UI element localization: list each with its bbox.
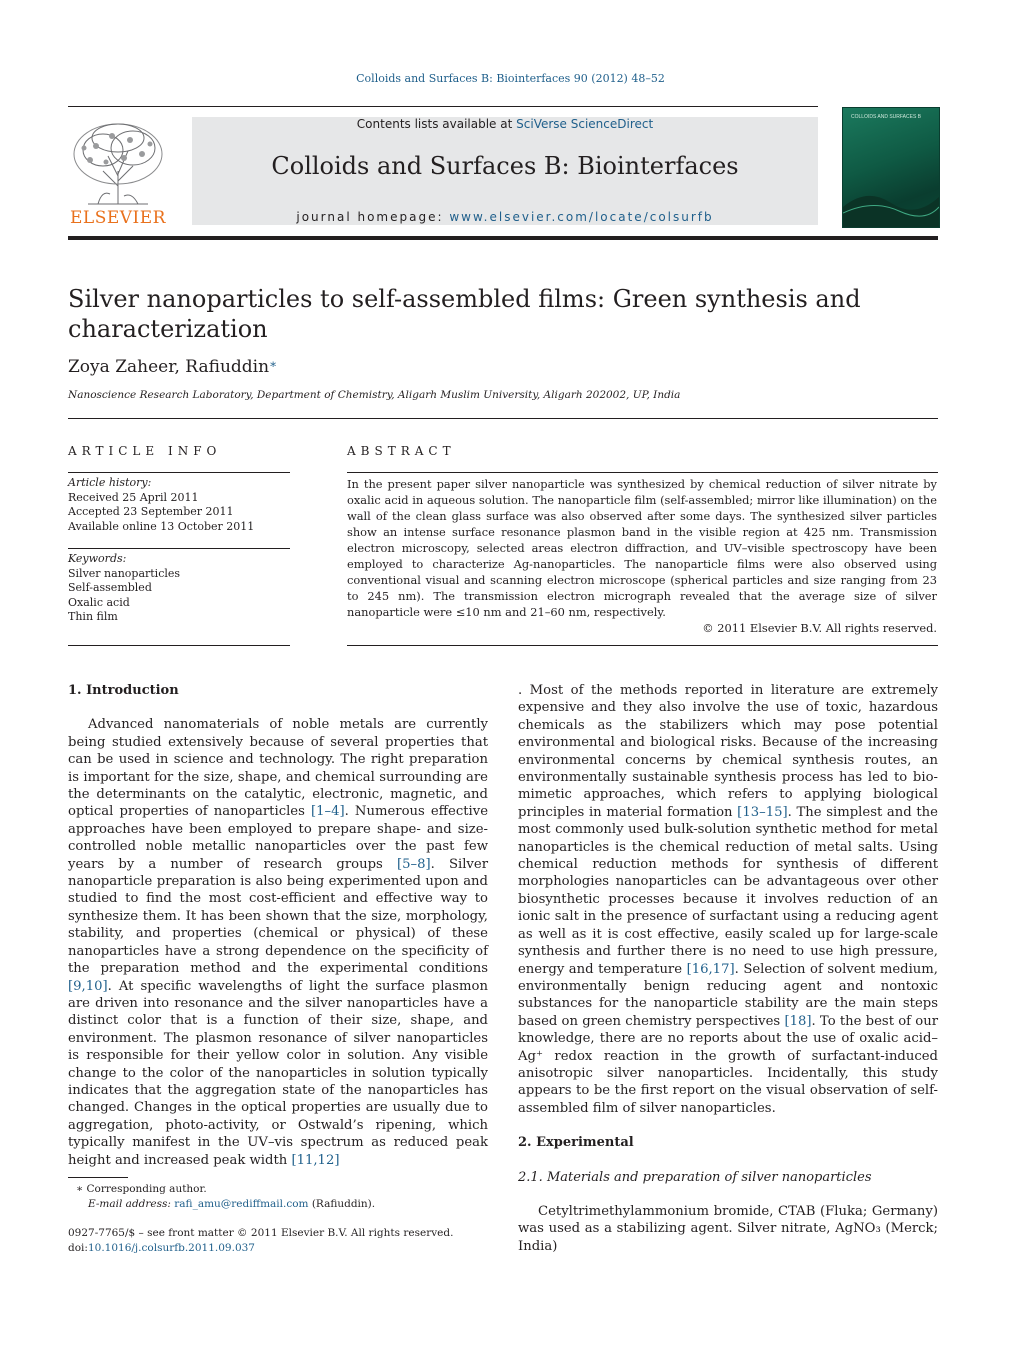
header-thick-rule [68,236,938,240]
email-link[interactable]: rafi_amu@rediffmail.com [174,1198,309,1210]
issn-block [68,1226,488,1256]
intro-text: . The simplest and the most commonly used bulk-solution synthetic method for metal nanoparticles is the chemical reduction of metal salts. Using chemical reduction methods for synthesis of different morphologies nanoparticles can be advantageous over other biosynthetic processes because it involves reduction of an ionic salt in the presence of surfactant using a reducing agent as well as it is cost effective, easily scaled up for large-scale synthesis and further there is no need to use high pressure, energy and temperature [518,804,938,977]
title-rule [68,418,938,419]
homepage-line [192,210,818,224]
spacer [518,1152,938,1169]
doi-line [68,1241,488,1256]
doi-link[interactable]: 10.1016/j.colsurfb.2011.09.037 [87,1242,255,1254]
citation-link[interactable]: [13–15] [737,804,788,820]
article-info-rule [68,472,290,473]
email-suffix: (Rafiuddin). [308,1198,376,1210]
contents-line [192,117,818,131]
paper-title: Silver nanoparticles to self-assembled films: Green synthesis and characterization [68,285,861,343]
header-rule [68,106,818,107]
history-label: Article history: [68,476,152,489]
email-label: E-mail address: [88,1198,175,1210]
elsevier-logo[interactable] [68,116,168,228]
history-received: Received 25 April 2011 [68,490,199,504]
keywords-label: Keywords: [68,552,127,565]
sciencedirect-link[interactable]: SciVerse ScienceDirect [516,117,654,131]
issn-line: 0927-7765/$ – see front matter © 2011 Elsevier B.V. All rights reserved. [68,1227,454,1239]
authors [68,357,277,377]
intro-paragraph-continued [518,682,938,1117]
spacer [518,1186,938,1203]
citation-link[interactable]: [11,12] [291,1152,340,1168]
citation-link[interactable]: [18] [784,1013,812,1029]
body-left-column [68,682,488,1169]
footnote-mark: ∗ [76,1183,84,1195]
abstract-heading: ABSTRACT [347,444,456,458]
cover-wave-icon [843,177,939,227]
intro-heading: 1. Introduction [68,683,179,698]
keywords [68,552,298,625]
experimental-paragraph: Cetyltrimethylammonium bromide, CTAB (Fluka; Germany) was used as a stabilizing agent. Silver nitrate, AgNO₃ (Merck; India) [518,1203,938,1254]
article-info-heading: ARTICLE INFO [68,444,222,458]
keyword-item: Self-assembled [68,581,152,594]
abstract-rule [347,472,938,473]
materials-subheading: 2.1. Materials and preparation of silver nanoparticles [518,1169,872,1185]
spacer [518,1117,938,1134]
spacer [68,699,488,716]
running-head[interactable]: Colloids and Surfaces B: Biointerfaces 90 (2012) 48–52 [356,72,665,85]
intro-text: Advanced nanomaterials of noble metals are currently being studied extensively because of several properties that can be used in science and technology. The right preparation is important for the size, shape, and chemical surrounding are the determinants on the catalytic, electronic, magnetic, and optical properties of nanoparticles [68,717,488,820]
keyword-item: Thin film [68,610,118,623]
elsevier-wordmark: ELSEVIER [70,208,166,228]
intro-text: . Numerous effective approaches have been employed to prepare shape- and size-controlled noble metallic nanoparticles over the past few years by a number of research groups [68,804,488,872]
corresponding-author-note [68,1182,488,1197]
abstract-copyright: © 2011 Elsevier B.V. All rights reserved. [702,621,937,635]
corresponding-author-mark[interactable]: ∗ [269,357,278,371]
footnote-rule [68,1177,128,1178]
intro-text: . Silver nanoparticle preparation is also being experimented upon and studied to find the most cost-efficient and effective way to synthesize them. It has been shown that the size, morphology, stability, and properties (chemical or physical) of these nanoparticles have a strong dependence on the specificity of the preparation method and the experimental conditions [68,856,488,977]
affiliation: Nanoscience Research Laboratory, Department of Chemistry, Aligarh Muslim University, Aligarh 202002, UP, India [68,389,681,401]
homepage-link[interactable]: www.elsevier.com/locate/colsurfb [449,210,714,224]
article-info-bottom-rule [68,645,290,646]
journal-title: Colloids and Surfaces B: Biointerfaces [271,152,739,180]
experimental-heading: 2. Experimental [518,1135,634,1151]
body-right-column [518,682,938,1255]
cover-title: COLLOIDS AND SURFACES B [851,114,922,120]
journal-cover-thumbnail[interactable] [842,107,940,228]
footnote [68,1182,488,1212]
email-note [68,1197,488,1212]
intro-text: . To the best of our knowledge, there are no reports about the use of oxalic acid–Ag⁺ redox reaction in the growth of surfactant-induced anisotropic silver nanoparticles. Incidentally, this study appears to be the first report on the visual observation of self-assembled film of silver nanoparticles. [518,1013,938,1116]
keyword-item: Silver nanoparticles [68,566,181,580]
intro-text: . Most of the methods reported in literature are extremely expensive and they also involve the use of toxic, hazardous chemicals as the stabilizers which may pose potential environmental and biological risks. Because of the increasing environmental concerns by chemical synthesis routes, an environmentally sustainable synthesis process has led to bio-mimetic approaches, which refers to applying biological principles in material formation [518,683,938,820]
citation-link[interactable]: [1–4] [310,804,345,820]
author-names: Zoya Zaheer, Rafiuddin [68,357,270,377]
citation-link[interactable]: [16,17] [686,961,735,977]
article-history [68,476,298,534]
homepage-prefix: journal homepage: [296,210,450,224]
abstract-text: In the present paper silver nanoparticle was synthesized by chemical reduction of silver nitrate by oxalic acid in aqueous solution. The nanoparticle film (self-assembled; mirror like illumination) on the wall of the clean glass surface was also observed after some days. The synthesized silver particles show an intense surface resonance plasmon band in the visible region at 425 nm. Transmission electron microscopy, selected areas electron diffraction, and UV–visible spectroscopy have been employed to characterize Ag-nanoparticles. The nanoparticle films were also observed using conventional visual and scanning electron microscope (spherical particles and size ranging from 23 to 245 nm). The transmission electron micrograph revealed that the average size of silver nanoparticle were ≤10 nm and 21–60 nm, respectively. [347,477,937,619]
citation-link[interactable]: [9,10] [68,978,108,994]
intro-text: . Selection of solvent medium, environmentally benign reducing agent and nontoxic substances for the nanoparticle stability are the main steps based on green chemistry perspectives [518,961,939,1029]
doi-prefix: doi: [68,1242,88,1254]
keyword-item: Oxalic acid [68,595,130,609]
footnote-label: Corresponding author. [83,1183,207,1195]
abstract-bottom-rule [347,645,938,646]
history-online: Available online 13 October 2011 [68,519,255,533]
intro-text: . At specific wavelengths of light the surface plasmon are driven into resonance and the silver nanoparticles have a distinct color that is a function of their size, shape, and environment. The plasmon resonance of silver nanoparticles is responsible for their yellow color in solution. Any visible change to the color of the nanoparticles in solution typically indicates that the aggregation state of the nanoparticles has changed. Changes in the optical properties are usually due to aggregation, photo-activity, or Ostwald’s ripening, which typically manifest in the UV–vis spectrum as reduced peak height and increased peak width [68,978,488,1168]
intro-paragraph [68,716,488,1169]
citation-link[interactable]: [5–8] [396,856,431,872]
history-accepted: Accepted 23 September 2011 [68,505,234,518]
contents-prefix: Contents lists available at [356,117,517,131]
keywords-rule [68,548,290,549]
